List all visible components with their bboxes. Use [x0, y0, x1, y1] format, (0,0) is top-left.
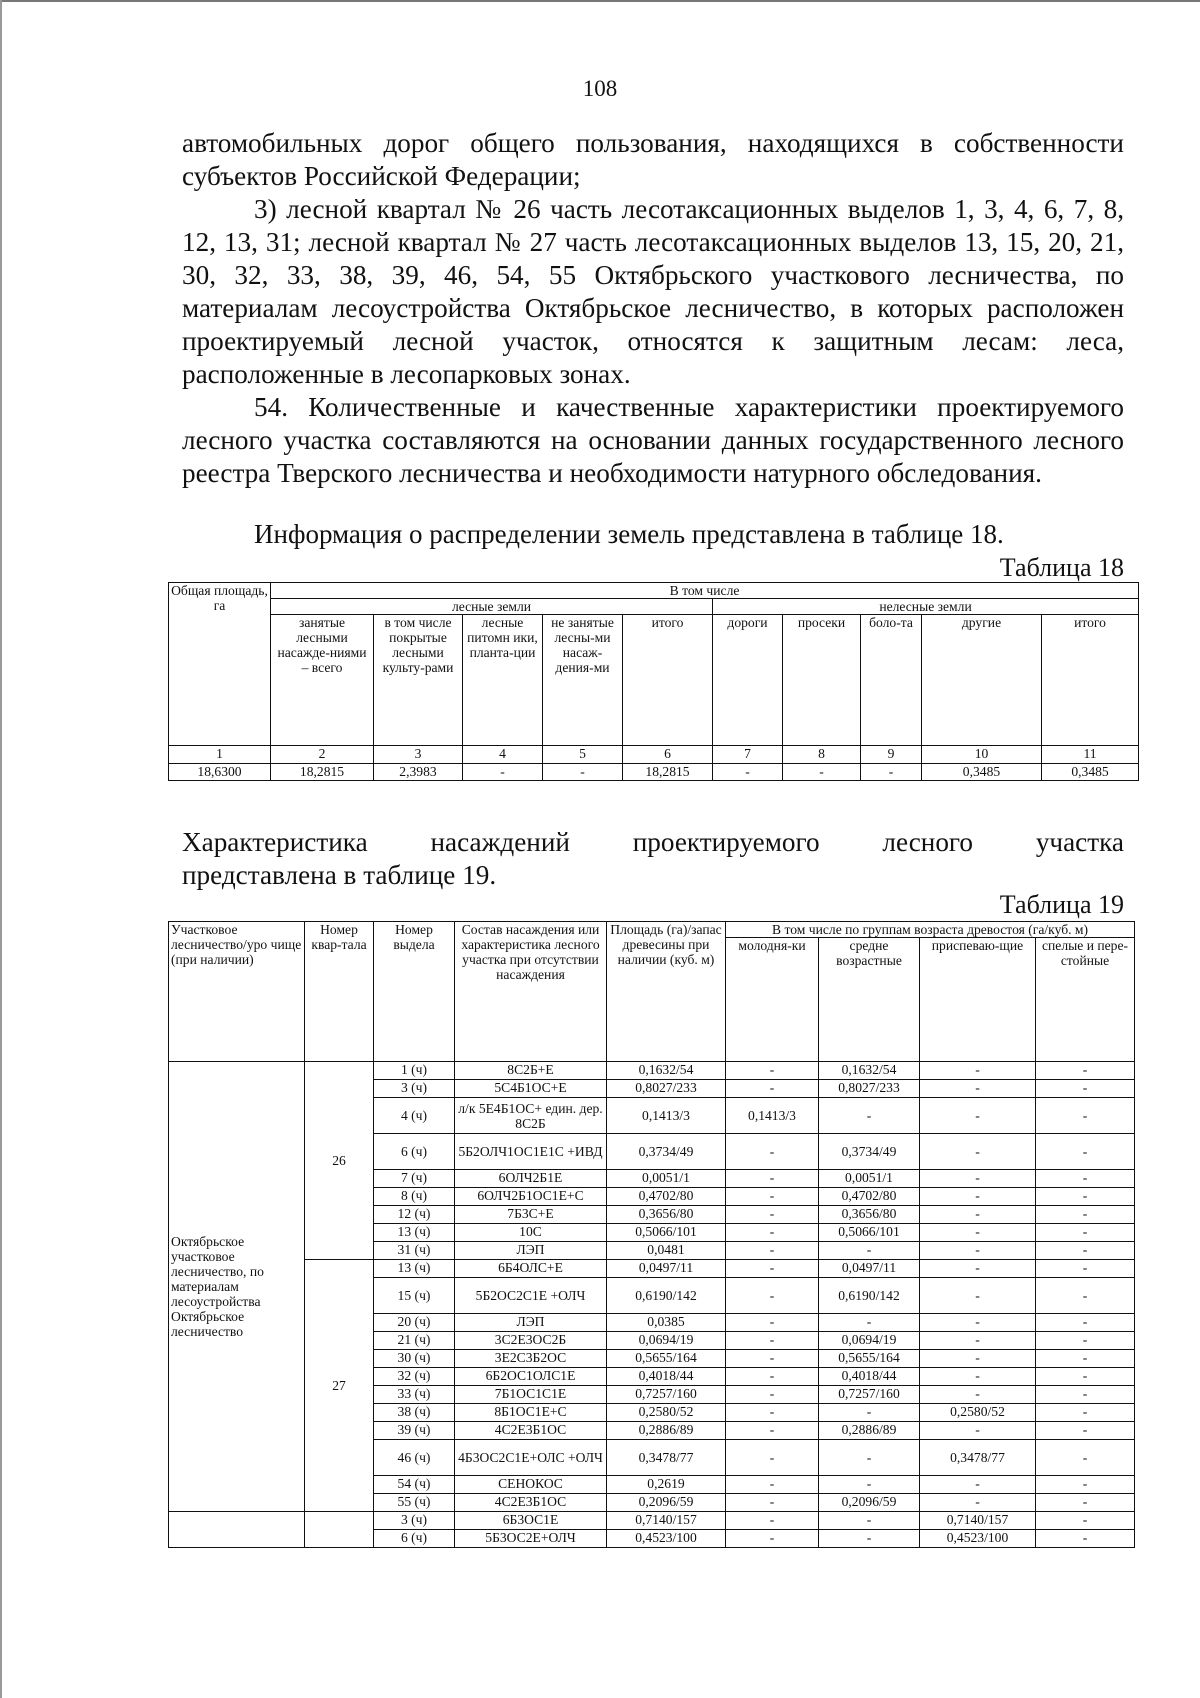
t19-area: 0,3656/80 — [607, 1206, 726, 1224]
t19-young: - — [726, 1368, 819, 1386]
t19-middle: 0,6190/142 — [819, 1278, 920, 1314]
t19-ripening: 0,2580/52 — [920, 1404, 1036, 1422]
t19-area: 0,1632/54 — [607, 1062, 726, 1080]
t19-composition: 7Б3С+Е — [455, 1206, 607, 1224]
t19-young: - — [726, 1314, 819, 1332]
t18-value: 18,2815 — [271, 764, 374, 781]
t19-header-mature: спелые и пере-стойные — [1036, 938, 1135, 1062]
t18-value: 2,3983 — [374, 764, 463, 781]
t19-composition: 3Е2С3Б2ОС — [455, 1350, 607, 1368]
t19-young: - — [726, 1422, 819, 1440]
t18-value: 0,3485 — [922, 764, 1042, 781]
t19-composition: 5С4Б1ОС+Е — [455, 1080, 607, 1098]
t19-composition: 6Б3ОС1Е — [455, 1512, 607, 1530]
t19-ripening: - — [920, 1098, 1036, 1134]
t19-section: 4 (ч) — [374, 1098, 455, 1134]
t19-young: - — [726, 1188, 819, 1206]
t19-ripening: - — [920, 1224, 1036, 1242]
t19-header-age-groups: В том числе по группам возраста древостоя (га/куб. м) — [726, 922, 1135, 938]
t19-mature: - — [1036, 1170, 1135, 1188]
t18-header-forest: лесные земли — [271, 599, 713, 615]
t19-section: 38 (ч) — [374, 1404, 455, 1422]
t18-col-number: 5 — [543, 746, 623, 764]
t19-area: 0,0694/19 — [607, 1332, 726, 1350]
scan-left-edge — [0, 0, 2, 1698]
t19-area: 0,2886/89 — [607, 1422, 726, 1440]
table-18-label: Таблица 18 — [999, 553, 1124, 582]
t19-composition: 6ОЛЧ2Б1ОС1Е+С — [455, 1188, 607, 1206]
t19-header-ripening: приспеваю-щие — [920, 938, 1036, 1062]
t19-ripening: - — [920, 1278, 1036, 1314]
t19-ripening: - — [920, 1386, 1036, 1404]
t19-middle: 0,4702/80 — [819, 1188, 920, 1206]
t19-middle: - — [819, 1314, 920, 1332]
t19-mature: - — [1036, 1242, 1135, 1260]
t19-composition: 8С2Б+Е — [455, 1062, 607, 1080]
t19-header-area: Площадь (га)/запас древесины при наличии (куб. м) — [607, 922, 726, 1062]
t19-header-composition: Состав насаждения или характеристика лесного участка при отсутствии насаждения — [455, 922, 607, 1062]
t19-mature: - — [1036, 1206, 1135, 1224]
t19-composition: 5Б2ОЛЧ1ОС1Е1С +ИВД — [455, 1134, 607, 1170]
t19-composition: 8Б1ОС1Е+С — [455, 1404, 607, 1422]
t19-middle: 0,8027/233 — [819, 1080, 920, 1098]
t18-col-header: лесные питомн ики, планта-ции — [463, 615, 543, 746]
t19-mature: - — [1036, 1332, 1135, 1350]
table-row — [169, 1512, 1135, 1530]
t19-composition: 10С — [455, 1224, 607, 1242]
t19-middle: - — [819, 1440, 920, 1476]
t19-young: - — [726, 1440, 819, 1476]
t19-middle: 0,0497/11 — [819, 1260, 920, 1278]
t19-composition: л/к 5Е4Б1ОС+ един. дер. 8С2Б — [455, 1098, 607, 1134]
t19-ripening: 0,7140/157 — [920, 1512, 1036, 1530]
t19-young: - — [726, 1386, 819, 1404]
table-18 — [168, 582, 1139, 781]
t19-young: - — [726, 1350, 819, 1368]
t19-area: 0,2619 — [607, 1476, 726, 1494]
t19-section: 3 (ч) — [374, 1512, 455, 1530]
t19-mature: - — [1036, 1188, 1135, 1206]
t19-ripening: - — [920, 1260, 1036, 1278]
t19-mature: - — [1036, 1422, 1135, 1440]
t19-mature: - — [1036, 1260, 1135, 1278]
t19-middle: 0,0051/1 — [819, 1170, 920, 1188]
t19-mature: - — [1036, 1134, 1135, 1170]
t19-ripening: - — [920, 1476, 1036, 1494]
t19-header-quarter: Номер квар-тала — [305, 922, 374, 1062]
t19-composition: 5Б3ОС2Е+ОЛЧ — [455, 1530, 607, 1548]
t19-young: - — [726, 1476, 819, 1494]
paragraph-2: 3) лесной квартал № 26 часть лесотаксационных выделов 1, 3, 4, 6, 7, 8, 12, 13, 31; лесной квартал № 27 часть лесотаксационных выделов 13, 15, 20, 21, 30, 32, 33, 38, 39, 46, 54, 55 Октябрьского участкового лесничества, по материалам лесоустройства Октябрьское лесничество, в которых расположен проектируемый лесной участок, относятся к защитным лесам: леса, расположенные в лесопарковых зонах. — [182, 194, 1124, 389]
page-number: 108 — [582, 76, 618, 101]
t19-mature: - — [1036, 1080, 1135, 1098]
t19-area: 0,5655/164 — [607, 1350, 726, 1368]
scan-top-edge — [0, 0, 1200, 2]
t19-area: 0,3734/49 — [607, 1134, 726, 1170]
t19-young: - — [726, 1224, 819, 1242]
t19-mature: - — [1036, 1314, 1135, 1332]
t19-area: 0,0497/11 — [607, 1260, 726, 1278]
table-19-label: Таблица 19 — [999, 890, 1124, 919]
t18-value: - — [543, 764, 623, 781]
t19-section: 20 (ч) — [374, 1314, 455, 1332]
t19-area: 0,3478/77 — [607, 1440, 726, 1476]
t19-middle: - — [819, 1530, 920, 1548]
t19-section: 32 (ч) — [374, 1368, 455, 1386]
t19-mature: - — [1036, 1494, 1135, 1512]
t19-section: 54 (ч) — [374, 1476, 455, 1494]
t19-composition: 4С2Е3Б1ОС — [455, 1494, 607, 1512]
t19-ripening: - — [920, 1350, 1036, 1368]
t18-col-number: 10 — [922, 746, 1042, 764]
t19-mature: - — [1036, 1350, 1135, 1368]
t19-young: - — [726, 1494, 819, 1512]
t18-value: 18,6300 — [169, 764, 271, 781]
t19-section: 31 (ч) — [374, 1242, 455, 1260]
t19-ripening: - — [920, 1332, 1036, 1350]
t19-middle: 0,2096/59 — [819, 1494, 920, 1512]
intro-word: лесного — [882, 827, 973, 857]
t19-area: 0,2096/59 — [607, 1494, 726, 1512]
t19-mature: - — [1036, 1386, 1135, 1404]
t19-body — [169, 1062, 1135, 1548]
t19-middle: 0,5655/164 — [819, 1350, 920, 1368]
t19-header-forestry: Участковое лесничество/уро чище (при наличии) — [169, 922, 305, 1062]
t19-composition: 3С2Е3ОС2Б — [455, 1332, 607, 1350]
t19-ripening: 0,3478/77 — [920, 1440, 1036, 1476]
t19-mature: - — [1036, 1062, 1135, 1080]
t18-value: 18,2815 — [623, 764, 713, 781]
t19-mature: - — [1036, 1368, 1135, 1386]
table-row — [169, 1260, 1135, 1278]
t18-col-header: итого — [1042, 615, 1139, 746]
t19-composition: 6Б4ОЛС+Е — [455, 1260, 607, 1278]
t19-composition: ЛЭП — [455, 1242, 607, 1260]
t19-middle: 0,7257/160 — [819, 1386, 920, 1404]
t19-area: 0,4018/44 — [607, 1368, 726, 1386]
t19-mature: - — [1036, 1476, 1135, 1494]
t19-middle: 0,1632/54 — [819, 1062, 920, 1080]
t19-header-young: молодня-ки — [726, 938, 819, 1062]
t19-young: - — [726, 1062, 819, 1080]
t19-area: 0,6190/142 — [607, 1278, 726, 1314]
t19-quarter-number: 26 — [305, 1062, 374, 1260]
t18-header-nonforest: нелесные земли — [713, 599, 1139, 615]
t19-area: 0,7257/160 — [607, 1386, 726, 1404]
t19-mature: - — [1036, 1098, 1135, 1134]
t19-middle: 0,3656/80 — [819, 1206, 920, 1224]
t19-young: - — [726, 1242, 819, 1260]
t19-mature: - — [1036, 1404, 1135, 1422]
t19-forestry-blank — [169, 1512, 305, 1548]
intro-word: проектируемого — [632, 827, 820, 857]
t18-col-header: другие — [922, 615, 1042, 746]
t19-middle: 0,2886/89 — [819, 1422, 920, 1440]
t19-young: - — [726, 1206, 819, 1224]
t19-section: 55 (ч) — [374, 1494, 455, 1512]
table-19-intro — [182, 826, 1124, 892]
t19-young: - — [726, 1512, 819, 1530]
t19-composition: СЕНОКОС — [455, 1476, 607, 1494]
t19-header-middle: средне возрастные — [819, 938, 920, 1062]
t18-col-number: 3 — [374, 746, 463, 764]
t19-composition: 6ОЛЧ2Б1Е — [455, 1170, 607, 1188]
t19-young: - — [726, 1134, 819, 1170]
intro-word: участка — [1035, 827, 1124, 857]
t19-middle: - — [819, 1512, 920, 1530]
t19-mature: - — [1036, 1440, 1135, 1476]
t19-composition: 6Б2ОС1ОЛС1Е — [455, 1368, 607, 1386]
t19-section: 6 (ч) — [374, 1530, 455, 1548]
t19-middle: - — [819, 1242, 920, 1260]
t18-value: - — [463, 764, 543, 781]
t18-value: - — [713, 764, 783, 781]
t19-section: 21 (ч) — [374, 1332, 455, 1350]
t19-mature: - — [1036, 1224, 1135, 1242]
intro-word: насаждений — [430, 827, 570, 857]
t19-young: - — [726, 1260, 819, 1278]
t18-col-number: 11 — [1042, 746, 1139, 764]
t19-ripening: - — [920, 1494, 1036, 1512]
t19-header-section: Номер выдела — [374, 922, 455, 1062]
t19-young: - — [726, 1080, 819, 1098]
t19-section: 30 (ч) — [374, 1350, 455, 1368]
t19-section: 3 (ч) — [374, 1080, 455, 1098]
t19-quarter-number: 27 — [305, 1260, 374, 1512]
t19-section: 15 (ч) — [374, 1278, 455, 1314]
intro-line-2: представлена в таблице 19. — [182, 860, 497, 890]
t19-composition: 7Б1ОС1С1Е — [455, 1386, 607, 1404]
t18-header-total: Общая площадь, га — [169, 583, 271, 746]
t19-section: 12 (ч) — [374, 1206, 455, 1224]
t19-section: 13 (ч) — [374, 1224, 455, 1242]
paragraph-1: автомобильных дорог общего пользования, находящихся в собственности субъектов Российской Федерации; — [182, 128, 1124, 191]
t18-col-header: в том числе покрытые лесными культу-рами — [374, 615, 463, 746]
t18-value: - — [783, 764, 861, 781]
t18-value: 0,3485 — [1042, 764, 1139, 781]
caption-table-18: Информация о распределении земель представлена в таблице 18. — [254, 519, 1004, 549]
t19-section: 46 (ч) — [374, 1440, 455, 1476]
t19-section: 33 (ч) — [374, 1386, 455, 1404]
t19-section: 1 (ч) — [374, 1062, 455, 1080]
t19-section: 8 (ч) — [374, 1188, 455, 1206]
t19-young: - — [726, 1332, 819, 1350]
t19-young: - — [726, 1530, 819, 1548]
t19-young: - — [726, 1404, 819, 1422]
body-text — [182, 127, 1124, 490]
t18-col-header: боло-та — [861, 615, 922, 746]
t19-ripening: - — [920, 1080, 1036, 1098]
t19-section: 6 (ч) — [374, 1134, 455, 1170]
t19-mature: - — [1036, 1278, 1135, 1314]
t19-area: 0,1413/3 — [607, 1098, 726, 1134]
t19-mature: - — [1036, 1512, 1135, 1530]
t18-col-number: 9 — [861, 746, 922, 764]
t18-col-header: просеки — [783, 615, 861, 746]
t19-ripening: - — [920, 1188, 1036, 1206]
t19-young: 0,1413/3 — [726, 1098, 819, 1134]
t19-section: 39 (ч) — [374, 1422, 455, 1440]
t19-ripening: - — [920, 1368, 1036, 1386]
t19-area: 0,7140/157 — [607, 1512, 726, 1530]
t19-ripening: - — [920, 1206, 1036, 1224]
t19-ripening: - — [920, 1314, 1036, 1332]
t19-composition: 4Б3ОС2С1Е+ОЛС +ОЛЧ — [455, 1440, 607, 1476]
t19-area: 0,4523/100 — [607, 1530, 726, 1548]
t19-ripening: - — [920, 1422, 1036, 1440]
t19-section: 7 (ч) — [374, 1170, 455, 1188]
t19-middle: - — [819, 1404, 920, 1422]
t19-area: 0,4702/80 — [607, 1188, 726, 1206]
t19-area: 0,8027/233 — [607, 1080, 726, 1098]
t19-area: 0,5066/101 — [607, 1224, 726, 1242]
t19-section: 13 (ч) — [374, 1260, 455, 1278]
t18-value: - — [861, 764, 922, 781]
t18-col-number: 4 — [463, 746, 543, 764]
t19-middle: 0,0694/19 — [819, 1332, 920, 1350]
t18-col-header: дороги — [713, 615, 783, 746]
table-19 — [168, 921, 1135, 1548]
t18-col-header: не занятые лесны-ми насаж-дения-ми — [543, 615, 623, 746]
t19-middle: - — [819, 1098, 920, 1134]
t19-composition: 5Б2ОС2С1Е +ОЛЧ — [455, 1278, 607, 1314]
t19-young: - — [726, 1278, 819, 1314]
t19-area: 0,2580/52 — [607, 1404, 726, 1422]
t19-middle: - — [819, 1476, 920, 1494]
t19-ripening: 0,4523/100 — [920, 1530, 1036, 1548]
t19-composition: 4С2Е3Б1ОС — [455, 1422, 607, 1440]
t18-col-number: 2 — [271, 746, 374, 764]
t18-header-including: В том числе — [271, 583, 1139, 599]
t19-composition: ЛЭП — [455, 1314, 607, 1332]
t19-area: 0,0385 — [607, 1314, 726, 1332]
paragraph-3: 54. Количественные и качественные характеристики проектируемого лесного участка составляются на основании данных государственного лесного реестра Тверского лесничества и необходимости натурного обследования. — [182, 392, 1124, 488]
t19-ripening: - — [920, 1062, 1036, 1080]
t19-middle: 0,3734/49 — [819, 1134, 920, 1170]
t18-col-number: 7 — [713, 746, 783, 764]
t19-area: 0,0481 — [607, 1242, 726, 1260]
t19-middle: 0,4018/44 — [819, 1368, 920, 1386]
table-row — [169, 1062, 1135, 1080]
t18-col-header: итого — [623, 615, 713, 746]
t18-col-number: 1 — [169, 746, 271, 764]
t18-col-number: 6 — [623, 746, 713, 764]
t19-young: - — [726, 1170, 819, 1188]
t19-ripening: - — [920, 1134, 1036, 1170]
t19-ripening: - — [920, 1242, 1036, 1260]
t19-area: 0,0051/1 — [607, 1170, 726, 1188]
t19-ripening: - — [920, 1170, 1036, 1188]
t18-col-header: занятые лесными насажде-ниями – всего — [271, 615, 374, 746]
t19-forestry-name: Октябрьское участковое лесничество, по материалам лесоустройства Октябрьское лесничество — [169, 1062, 305, 1512]
t19-middle: 0,5066/101 — [819, 1224, 920, 1242]
intro-word: Характеристика — [182, 827, 368, 857]
t19-quarter-number — [305, 1512, 374, 1548]
t18-col-number: 8 — [783, 746, 861, 764]
t19-mature: - — [1036, 1530, 1135, 1548]
